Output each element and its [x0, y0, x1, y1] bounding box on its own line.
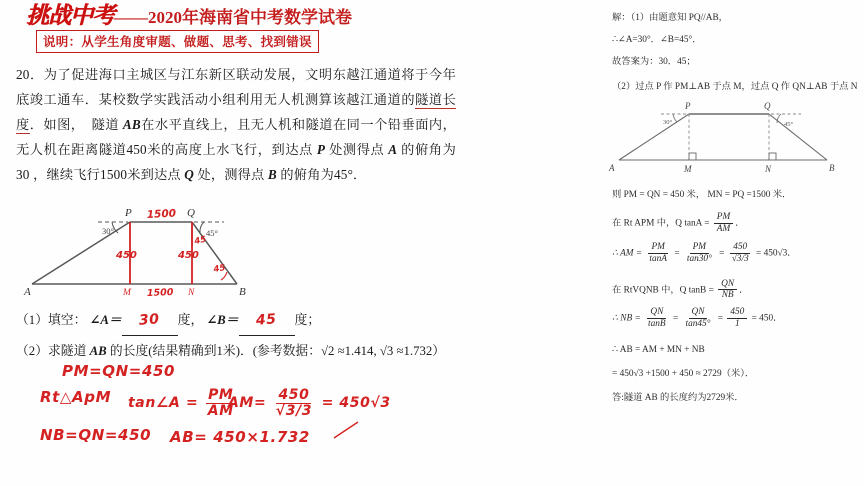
solution-f9c-num: 450	[727, 307, 747, 319]
label-N: N	[188, 288, 195, 298]
solution-f9b-num: QN	[689, 307, 708, 319]
red-label-left-450: 450	[116, 250, 137, 261]
solution-f9a-num: QN	[647, 307, 666, 319]
hw-frac-450-root3	[274, 388, 314, 418]
solution-frac-pm-tana	[646, 242, 670, 264]
solution-f2-den: tan30°	[686, 254, 712, 265]
solution-line-1: 解：（1）由题意知 PQ//AB，	[612, 13, 728, 23]
r-right-angle-m	[689, 153, 696, 160]
answer-a-handwritten: 30	[138, 311, 161, 329]
red-label-bottom-1500: 1500	[146, 287, 174, 299]
solution-f9c-den: 1	[734, 318, 740, 329]
solution-eq-4: =	[672, 313, 679, 324]
solution-line-7	[612, 242, 860, 264]
solution-line-3: 故答案为：30．45；	[612, 57, 696, 67]
solution-f9b-den: tan45°	[685, 318, 711, 329]
question-line-4a: 飞行，到达点	[230, 142, 313, 157]
solution-eq-2: =	[719, 248, 725, 259]
question-body	[16, 62, 456, 187]
hw-checkmark-icon	[332, 420, 362, 442]
solution-frac-450-1	[727, 307, 747, 329]
solution-frac-num-pm: PM	[714, 212, 733, 224]
solution-f9a-den: tanB	[648, 318, 666, 329]
red-label-right-450: 450	[178, 250, 199, 261]
page-title-main: 挑战中考	[26, 2, 114, 29]
question-column	[0, 62, 470, 187]
solution-line-12: 答:隧道 AB 的长度约为2729米．	[612, 392, 744, 403]
question-var-p: P	[316, 142, 326, 157]
r-label-P: P	[685, 101, 691, 111]
part-2-var-ab: AB	[89, 344, 107, 358]
answer-b-handwritten: 45	[255, 311, 278, 329]
solution-line-10: ∴ AB = AM + MN + NB	[612, 344, 705, 355]
solution-line-5: 则 PM = QN = 450 米， MN = PQ =1500 米．	[612, 190, 792, 200]
part-1-prefix: （1）填空：	[16, 313, 87, 327]
part-1-angle-a-label: ∠A＝	[89, 313, 122, 327]
solution-frac-den-am: AM	[716, 223, 731, 234]
r-segment-ap	[619, 114, 689, 160]
question-number: 20．	[16, 67, 44, 82]
question-var-q: Q	[184, 167, 194, 182]
instruction-note: 说明：从学生角度审题、做题、思考、找到错误	[36, 30, 319, 53]
part-1-unit-b: 度；	[294, 313, 321, 327]
label-P: P	[125, 207, 132, 219]
solution-f3-den: √3/3	[731, 254, 749, 265]
title-row	[26, 4, 416, 27]
label-angle-45: 45°	[206, 228, 218, 238]
solution-line-8: 在 RtVQNB 中，Q tanB = $\frac{QN}{NB}$ ．	[612, 278, 749, 301]
question-line-5: 角为45°．	[307, 167, 367, 182]
figure-right-clean	[605, 96, 855, 176]
hw-line-3: NB=QN=450	[40, 426, 152, 444]
r-label-N: N	[765, 164, 772, 174]
hw-am-label: AM=	[228, 395, 267, 412]
answer-blank-b[interactable]	[239, 305, 295, 336]
page-title-sub: ——2020年海南省中考数学试卷	[114, 8, 352, 27]
solution-eq-6: = 450．	[751, 313, 783, 324]
r-label-angle-30: 30°	[663, 119, 673, 126]
red-label-top-1500: 1500	[146, 207, 177, 221]
solution-frac-qn-tanb	[645, 307, 669, 329]
question-keyword-underlined: 隧道长度	[16, 92, 457, 132]
red-label-b-45: 45	[212, 263, 227, 275]
solution-line-7-end: ．	[787, 248, 797, 259]
hw-tan-expr: tan∠A =	[128, 395, 199, 412]
solution-f2-num: PM	[690, 242, 709, 254]
solution-eq-3: = 450√3	[756, 248, 788, 259]
solution-eq-1: =	[674, 248, 680, 259]
figure-left-svg	[8, 200, 298, 300]
solution-line-2: ∴∠A=30°．∠B=45°．	[612, 35, 702, 45]
r-label-angle-45: 45°	[784, 121, 794, 128]
solution-line-8-text: 在 RtVQNB 中，Q tanB =	[612, 285, 714, 296]
hw-line-2-am	[228, 388, 391, 418]
solution-frac-qn-tan45	[683, 307, 714, 329]
solution-eq-5: =	[717, 313, 723, 324]
question-line-4b: 处测得点	[329, 142, 385, 157]
red-label-q-45: 45	[193, 234, 208, 247]
figure-right-svg	[605, 96, 855, 176]
label-M: M	[123, 288, 131, 298]
hw-frac-num-450: 450	[278, 387, 310, 403]
part-2-rest: 的长度(结果精确到1米)．(参考数据：	[109, 344, 322, 358]
question-line-4c: 的俯角为30 ，继续飞行1500米到达点	[16, 142, 456, 182]
solution-f8-den: NB	[721, 290, 734, 301]
hw-line-2-tan	[128, 388, 238, 418]
r-label-M: M	[684, 164, 692, 174]
answer-blank-a[interactable]	[122, 305, 178, 336]
solution-f3-num: 450	[730, 242, 750, 254]
question-var-a: A	[388, 142, 398, 157]
r-label-A: A	[609, 163, 615, 173]
page-header	[26, 4, 416, 53]
solution-line-6-end: ．	[735, 218, 745, 229]
hw-am-result: = 450√3	[321, 395, 391, 412]
arc-angle-45	[200, 222, 204, 232]
r-label-Q: Q	[764, 101, 771, 111]
solution-f8-num: QN	[718, 279, 737, 291]
part-1-row	[16, 305, 466, 336]
hw-frac-den-root3: √3/3	[275, 402, 313, 419]
solution-line-6-text: 在 Rt APM 中，Q tanA =	[612, 218, 710, 229]
hw-frac-num-pm: PM	[208, 387, 234, 403]
r-arc-30	[673, 114, 677, 122]
label-Q: Q	[187, 207, 195, 219]
question-line-2a: 某校数学实践活动小组利用无人机测算该越江通道的	[98, 92, 416, 107]
hw-line-2-label: Rt△ApM	[40, 388, 112, 406]
hw-line-4: AB= 450×1.732	[170, 428, 310, 446]
solution-frac-pm-tan30	[684, 242, 715, 264]
r-label-B: B	[829, 163, 835, 173]
solution-column	[612, 8, 860, 410]
r-right-angle-n	[769, 153, 776, 160]
question-line-2c: 在水	[140, 117, 169, 132]
question-var-ab: AB	[122, 117, 141, 132]
part-2-prefix: （2）求隧道	[16, 344, 87, 358]
solution-frac-qn-nb	[718, 279, 737, 301]
solution-f1-den: tanA	[649, 254, 667, 265]
solution-line-11: = 450√3 +1500 + 450 ≈ 2729（米）．	[612, 368, 755, 379]
label-A: A	[24, 286, 31, 298]
question-line-4d: 处，测得点	[197, 167, 265, 182]
question-line-4e: 的俯	[280, 167, 308, 182]
solution-f1-num: PM	[648, 242, 667, 254]
solution-line-7-prefix: ∴ AM =	[612, 248, 643, 259]
handwritten-work-area	[40, 362, 460, 472]
part-2-reference-data: √2 ≈1.414, √3 ≈1.732）	[321, 344, 446, 358]
question-line-2b: ．如图， 隧道	[29, 117, 120, 132]
r-segment-qb	[769, 114, 827, 160]
question-line-1: 为了促进海口主城区与江东新区联动发展，文明东越江通道将于今年底竣工通车．	[16, 67, 456, 107]
solution-frac-pm-am	[714, 212, 733, 234]
label-B: B	[239, 286, 246, 298]
question-line-3: 平直线上，且无人机和隧道在同一个铅垂面内，无人机在距离隧道450米的高度上水	[16, 117, 456, 157]
hw-frac-den-am: AM	[207, 402, 234, 419]
hw-line-1: PM=QN=450	[62, 362, 176, 380]
part-1-unit-a: 度，	[177, 313, 204, 327]
solution-line-9-prefix: ∴ NB =	[612, 313, 641, 324]
solution-frac-450-root3	[729, 242, 752, 264]
question-parts	[16, 305, 466, 366]
solution-line-9	[612, 307, 860, 329]
part-1-angle-b-label: ∠B＝	[206, 313, 239, 327]
question-var-b: B	[267, 167, 277, 182]
solution-line-6	[612, 212, 860, 234]
figure-left-annotated	[8, 200, 298, 300]
label-angle-30: 30°	[102, 226, 114, 236]
solution-line-4: （2）过点 P 作 PM⊥AB 于点 M，过点 Q 作 QN⊥AB 于点 N	[612, 82, 858, 92]
